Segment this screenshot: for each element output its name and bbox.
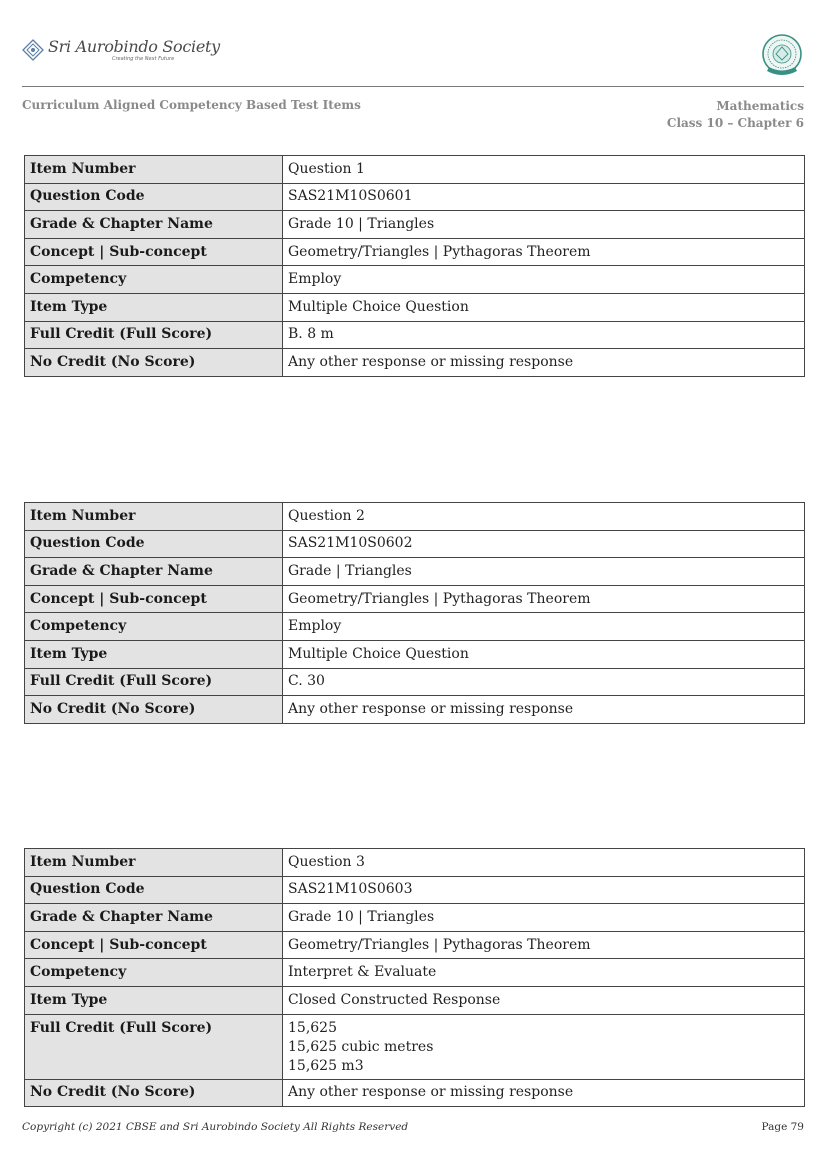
field-value: Geometry/Triangles | Pythagoras Theorem xyxy=(283,238,805,266)
field-label: Grade & Chapter Name xyxy=(25,558,283,586)
item-table-3 xyxy=(24,848,805,1107)
table-row xyxy=(25,238,805,266)
table-row xyxy=(25,503,805,531)
subject-block xyxy=(667,98,804,132)
field-value: Geometry/Triangles | Pythagoras Theorem xyxy=(283,585,805,613)
full-credit-answer: 15,625 m3 xyxy=(288,1057,364,1074)
field-label: No Credit (No Score) xyxy=(25,349,283,377)
document-title: Curriculum Aligned Competency Based Test Items xyxy=(22,98,361,112)
field-value: SAS21M10S0603 xyxy=(283,876,805,904)
table-row xyxy=(25,585,805,613)
field-value: SAS21M10S0601 xyxy=(283,183,805,211)
table-row xyxy=(25,530,805,558)
field-label: Full Credit (Full Score) xyxy=(25,1014,283,1079)
field-value: Any other response or missing response xyxy=(283,349,805,377)
field-value: Interpret & Evaluate xyxy=(283,959,805,987)
org-name: Sri Aurobindo Society xyxy=(48,37,220,56)
table-row xyxy=(25,183,805,211)
field-value: Closed Constructed Response xyxy=(283,986,805,1014)
sri-aurobindo-society-logo-icon xyxy=(22,39,44,61)
class-chapter-label: Class 10 – Chapter 6 xyxy=(666,116,804,130)
cbse-seal-icon xyxy=(760,33,804,81)
field-label: Competency xyxy=(25,266,283,294)
table-row xyxy=(25,849,805,877)
field-label: No Credit (No Score) xyxy=(25,696,283,724)
field-label: Question Code xyxy=(25,183,283,211)
field-label: Full Credit (Full Score) xyxy=(25,321,283,349)
field-value: Any other response or missing response xyxy=(283,1079,805,1107)
table-row xyxy=(25,266,805,294)
item-table-2 xyxy=(24,502,805,724)
field-value: SAS21M10S0602 xyxy=(283,530,805,558)
field-value: Question 1 xyxy=(283,156,805,184)
item-table-1 xyxy=(24,155,805,377)
field-value-multiline xyxy=(283,1014,805,1079)
field-label: No Credit (No Score) xyxy=(25,1079,283,1107)
table-row xyxy=(25,931,805,959)
table-row xyxy=(25,696,805,724)
table-row xyxy=(25,558,805,586)
full-credit-answer: 15,625 cubic metres xyxy=(288,1038,434,1055)
table-row xyxy=(25,904,805,932)
field-label: Full Credit (Full Score) xyxy=(25,668,283,696)
table-row xyxy=(25,1014,805,1079)
field-value: Any other response or missing response xyxy=(283,696,805,724)
field-label: Item Type xyxy=(25,986,283,1014)
table-row xyxy=(25,321,805,349)
field-value: B. 8 m xyxy=(283,321,805,349)
field-label: Item Number xyxy=(25,503,283,531)
field-value: Employ xyxy=(283,266,805,294)
field-value: Question 2 xyxy=(283,503,805,531)
table-row xyxy=(25,293,805,321)
field-value: C. 30 xyxy=(283,668,805,696)
sri-aurobindo-society-logo xyxy=(22,38,220,62)
table-row xyxy=(25,211,805,239)
field-label: Item Type xyxy=(25,293,283,321)
field-label: Grade & Chapter Name xyxy=(25,211,283,239)
field-label: Grade & Chapter Name xyxy=(25,904,283,932)
table-row xyxy=(25,876,805,904)
field-label: Item Number xyxy=(25,849,283,877)
header-divider xyxy=(22,86,804,87)
org-tagline: Creating the Next Future xyxy=(112,56,175,62)
field-value: Question 3 xyxy=(283,849,805,877)
field-value: Employ xyxy=(283,613,805,641)
field-value: Multiple Choice Question xyxy=(283,293,805,321)
table-row xyxy=(25,986,805,1014)
field-label: Competency xyxy=(25,959,283,987)
table-row xyxy=(25,668,805,696)
field-label: Item Type xyxy=(25,640,283,668)
full-credit-answer: 15,625 xyxy=(288,1019,337,1036)
field-value: Grade 10 | Triangles xyxy=(283,904,805,932)
page-number: Page 79 xyxy=(761,1121,804,1133)
field-value: Grade | Triangles xyxy=(283,558,805,586)
table-row xyxy=(25,959,805,987)
field-label: Question Code xyxy=(25,530,283,558)
table-row xyxy=(25,640,805,668)
field-label: Item Number xyxy=(25,156,283,184)
table-row xyxy=(25,156,805,184)
table-row xyxy=(25,349,805,377)
field-value: Geometry/Triangles | Pythagoras Theorem xyxy=(283,931,805,959)
table-row xyxy=(25,1079,805,1107)
field-value: Multiple Choice Question xyxy=(283,640,805,668)
field-label: Concept | Sub-concept xyxy=(25,238,283,266)
subject-label: Mathematics xyxy=(716,99,804,113)
field-label: Competency xyxy=(25,613,283,641)
field-value: Grade 10 | Triangles xyxy=(283,211,805,239)
field-label: Question Code xyxy=(25,876,283,904)
field-label: Concept | Sub-concept xyxy=(25,931,283,959)
copyright-notice: Copyright (c) 2021 CBSE and Sri Aurobindo Society All Rights Reserved xyxy=(22,1121,409,1133)
table-row xyxy=(25,613,805,641)
field-label: Concept | Sub-concept xyxy=(25,585,283,613)
